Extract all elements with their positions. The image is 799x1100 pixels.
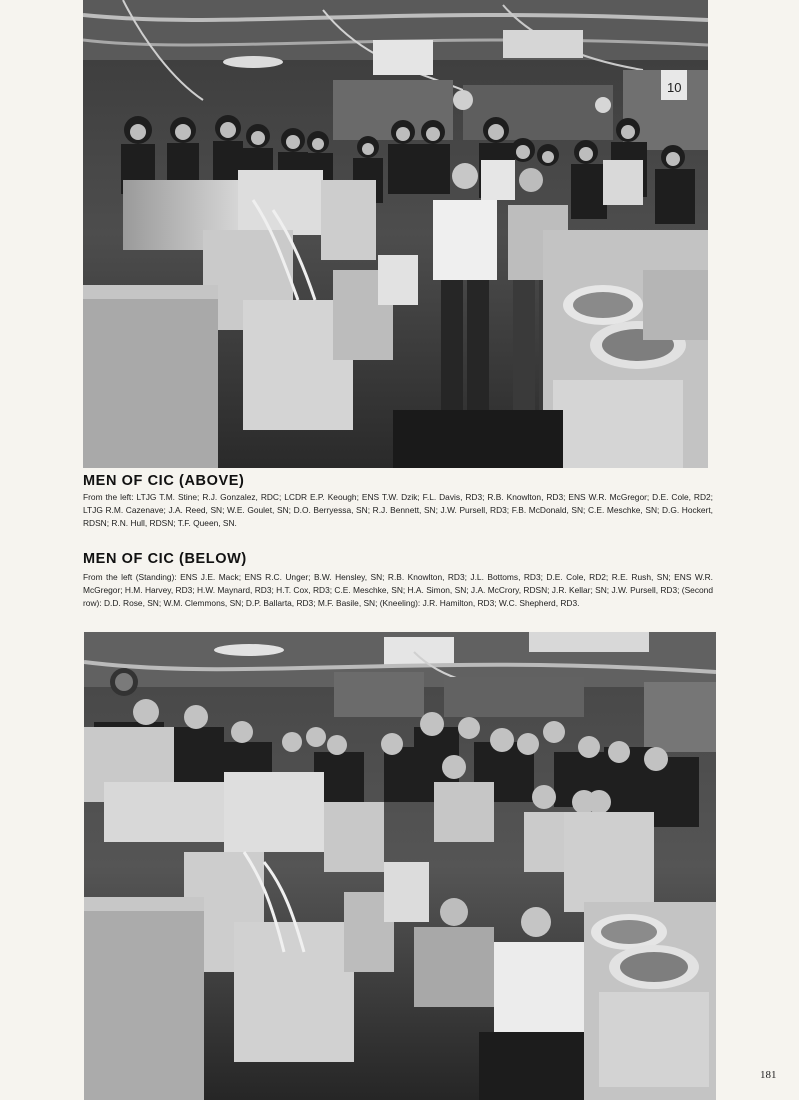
page-number: 181 — [760, 1069, 777, 1081]
frame-number-marker: 10 — [667, 80, 682, 95]
heading-men-of-cic-above: MEN OF CIC (ABOVE) — [83, 473, 245, 489]
caption-men-of-cic-above: From the left: LTJG T.M. Stine; R.J. Gonzalez, RDC; LCDR E.P. Keough; ENS T.W. Dzik; F.L. Davis, RD3; R.B. Knowlton, RD3; ENS W.R. McGregor; D.E. Cole, RD2; LTJG R.M. Cazenave; J.A. Reed, SN; W.E. Goulet, SN; D.O. Berryessa, SN; R.J. Bennett, SN; J.W. Pursell, RD3; F.B. McDonald, SN; C.E. Meschke, SN; D.G. Hockert, RDSN; R.N. Hull, RDSN; T.F. Queen, SN. — [83, 492, 713, 529]
photo-men-of-cic-below — [84, 632, 716, 1100]
photo-below-image — [84, 632, 716, 1100]
caption-men-of-cic-below: From the left (Standing): ENS J.E. Mack; ENS R.C. Unger; B.W. Hensley, SN; R.B. Knowlton, RD3; J.L. Bottoms, RD3; D.E. Cole, RD2; R.E. Rush, SN; ENS W.R. McGregor; H.M. Harvey, RD3; H.W. Maynard, RD3; H.T. Cox, RD3; C.E. Meschke, SN; H.A. Simon, SN; J.A. McCrory, RDSN; J.R. Kellar; SN; J.W. Pursell, RD3; (Second row): D.D. Rose, SN; W.M. Clemmons, SN; D.P. Ballarta, RD3; M.F. Basile, SN; (Kneeling): J.R. Hamilton, RD3; W.C. Shepherd, RD3. — [83, 572, 713, 609]
photo-above-image — [83, 0, 708, 468]
photo-men-of-cic-above — [83, 0, 708, 468]
heading-men-of-cic-below: MEN OF CIC (BELOW) — [83, 551, 247, 567]
